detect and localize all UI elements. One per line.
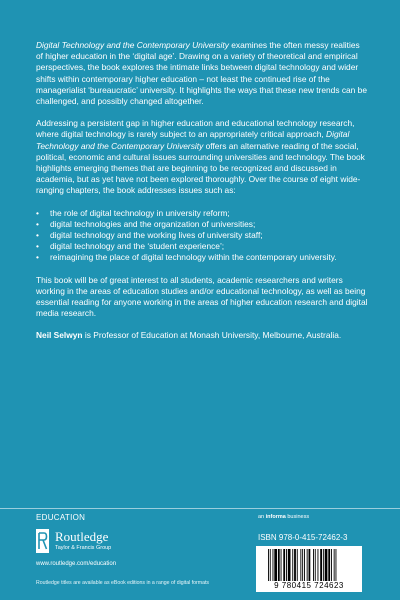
footer-divider	[0, 508, 400, 509]
blurb-paragraph-3: This book will be of great interest to all students, academic researchers and writers working in the areas of education studies and/or educational technology, as well as being essential reading for anyone working in the areas of higher education research and digital media research.	[36, 274, 368, 319]
blurb-paragraph-1	[36, 40, 368, 107]
author-bio	[36, 330, 368, 341]
barcode	[256, 546, 362, 592]
barcode-digits: 9 780415 724623	[274, 581, 344, 590]
routledge-logo-icon	[36, 529, 49, 553]
publisher-name: Routledge	[55, 529, 109, 544]
book-title-italic: Digital Technology and the Contemporary University	[36, 129, 350, 151]
business-prefix: an	[258, 514, 266, 520]
blurb-paragraph-2-lead: Addressing a persistent gap in higher education and educational technology research, where digital technology is rarely subject to an appropriately critical approach,	[36, 118, 355, 140]
publisher-website: www.routledge.com/education	[36, 561, 117, 567]
blurb-paragraph-1-text: examines the often messy realities of higher education in the ‘digital age’. Drawing on a variety of theoretical and empirical perspectives, the book explores the intimate links between digital technology and wider shifts within contemporary higher education – not least the continued rise of the managerialist ‘bureaucratic’ university. It highlights the ways that these new trends can be challenged, and possibly changed altogether.	[36, 40, 367, 107]
subject-category: EDUCATION	[36, 513, 86, 522]
publisher-group: Taylor & Francis Group	[55, 545, 112, 551]
publisher-logo	[36, 529, 186, 557]
author-name: Neil Selwyn	[36, 330, 83, 341]
author-bio-text: is Professor of Education at Monash University, Melbourne, Australia.	[82, 330, 342, 341]
blurb-paragraph-2	[36, 118, 368, 196]
list-item: • reimagining the place of digital technology within the contemporary university.	[36, 252, 368, 263]
isbn-label: ISBN 978-0-415-72462-3	[258, 533, 348, 542]
list-item: • digital technologies and the organization of universities;	[36, 219, 368, 230]
ebook-note: Routledge titles are available as eBook editions in a range of digital formats	[36, 580, 210, 586]
topics-list	[36, 208, 368, 264]
list-item: • the role of digital technology in university reform;	[36, 208, 368, 219]
informa-business-note	[258, 514, 309, 520]
blurb-paragraph-2-text: offers an alternative reading of the social, political, economic and cultural issues surrounding universities and technology. The book highlights emerging themes that are beginning to be recognized and discussed in academia, but as yet have not been explored thoroughly. Over the course of eight wide-ranging chapters, the book addresses issues such as:	[36, 140, 365, 196]
business-suffix: business	[285, 514, 310, 520]
list-item: • digital technology and the working lives of university staff;	[36, 230, 368, 241]
book-title-italic: Digital Technology and the Contemporary University	[36, 40, 229, 50]
informa-brand: informa	[265, 514, 286, 520]
list-item: • digital technology and the ‘student experience’;	[36, 241, 368, 252]
barcode-bars	[268, 549, 358, 581]
back-cover-text	[36, 40, 368, 353]
